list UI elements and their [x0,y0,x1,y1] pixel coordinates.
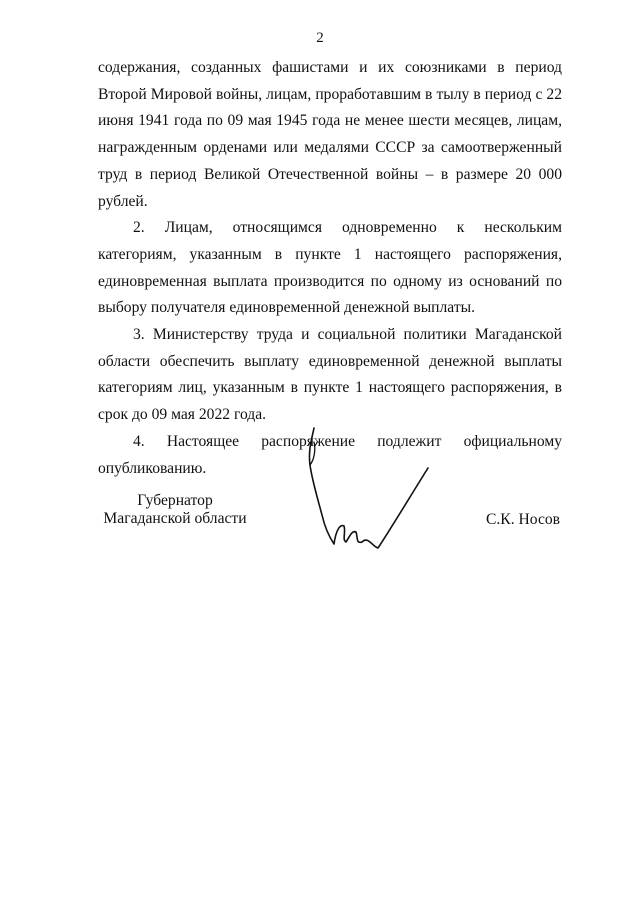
page-number: 2 [316,30,324,46]
paragraph-item-3: 3. Министерству труда и социальной политики Магаданской области обеспечить выплату единовременной денежной выплаты категориям лиц, указанным в пункте 1 настоящего распоряжения, в срок до 09 мая 2022 года. [98,326,562,424]
document-body [98,55,562,482]
paragraph-continuation: содержания, созданных фашистами и их союзниками в период Второй Мировой войны, лицам, проработавшим в тылу в период с 22 июня 1941 года по 09 мая 1945 года не менее шести месяцев, лицам, награжденным орденами или медалями СССР за самоотверженный труд в период Великой Отечественной войны – в размере 20 000 рублей. [98,59,562,210]
paragraph-item-4: 4. Настоящее распоряжение подлежит официальному опубликованию. [98,432,562,477]
signature-stroke [309,428,428,548]
signatory-title [100,492,250,528]
paragraph-item-2: 2. Лицам, относящимся одновременно к нескольким категориям, указанным в пункте 1 настоящего распоряжения, единовременная выплата производится по одному из оснований по выбору получателя единовременной денежной выплаты. [98,219,562,317]
handwritten-signature [300,420,440,560]
signatory-name: С.К. Носов [486,511,561,528]
signatory-region: Магаданской области [103,510,247,527]
signatory-position: Губернатор [137,492,213,509]
